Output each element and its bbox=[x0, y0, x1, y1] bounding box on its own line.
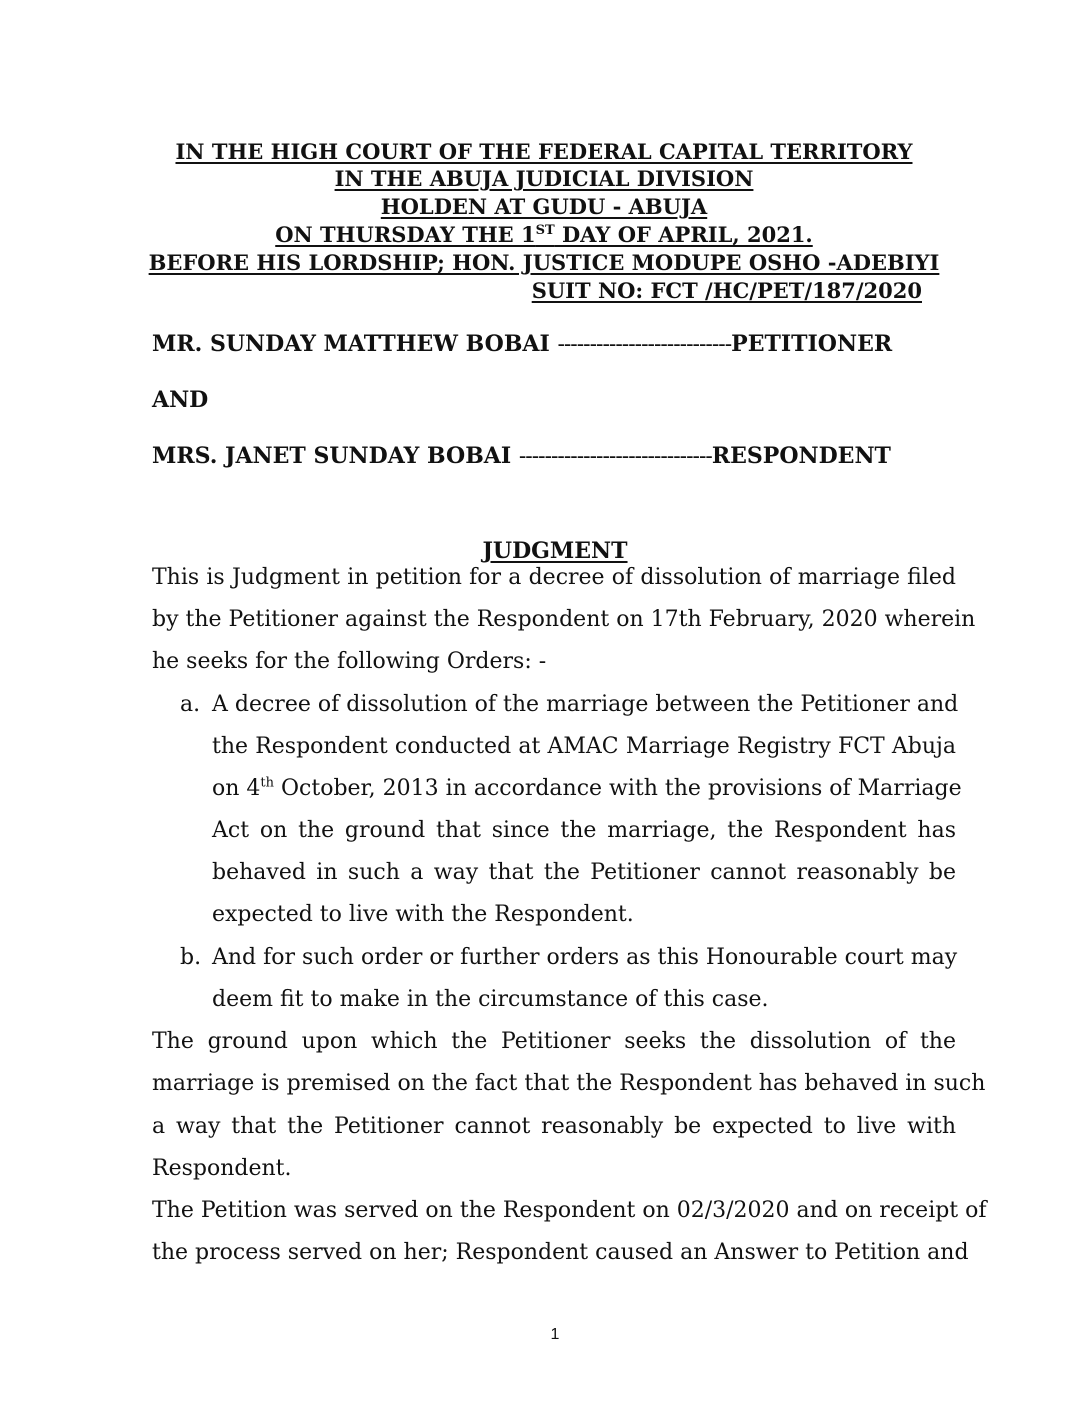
respondent-line bbox=[152, 442, 891, 471]
marriage-date-rest: October, 2013 in accordance with the provisions of Marriage bbox=[281, 776, 962, 801]
court-title: IN THE HIGH COURT OF THE FEDERAL CAPITAL TERRITORY bbox=[175, 139, 913, 164]
hearing-date-ordinal: ST bbox=[535, 223, 555, 238]
respondent-role: RESPONDENT bbox=[711, 443, 891, 469]
paragraph-line: Respondent. bbox=[152, 1156, 292, 1181]
hearing-date-rest: DAY OF APRIL, 2021. bbox=[554, 222, 813, 247]
page-number: 1 bbox=[550, 1326, 560, 1343]
paragraph-line: he seeks for the following Orders: - bbox=[152, 649, 547, 674]
list-item-line: And for such order or further orders as this Honourable court may bbox=[212, 945, 958, 970]
respondent-name: MRS. JANET SUNDAY BOBAI bbox=[152, 443, 519, 469]
list-marker-b: b. bbox=[180, 945, 202, 970]
list-item-line: deem fit to make in the circumstance of this case. bbox=[212, 987, 769, 1012]
hearing-date-text: ON THURSDAY THE 1 bbox=[275, 222, 536, 247]
petitioner-role: PETITIONER bbox=[731, 331, 893, 357]
marriage-date-ordinal: th bbox=[260, 775, 275, 791]
paragraph-line: the process served on her; Respondent caused an Answer to Petition and bbox=[152, 1240, 969, 1265]
suit-number: SUIT NO: FCT /HC/PET/187/2020 bbox=[531, 278, 922, 303]
list-item-line: Act on the ground that since the marriage, the Respondent has bbox=[212, 818, 956, 843]
list-marker-a: a. bbox=[180, 692, 201, 717]
hearing-date bbox=[0, 221, 1088, 248]
marriage-date-day: on 4 bbox=[212, 776, 261, 801]
list-item-line bbox=[212, 775, 962, 803]
paragraph-line: The Petition was served on the Respondent on 02/3/2020 and on receipt of bbox=[152, 1198, 987, 1223]
list-item-line: A decree of dissolution of the marriage between the Petitioner and bbox=[212, 692, 959, 717]
list-item-line: expected to live with the Respondent. bbox=[212, 902, 634, 927]
division-title: IN THE ABUJA JUDICIAL DIVISION bbox=[334, 166, 754, 191]
and-label: AND bbox=[152, 387, 209, 413]
petitioner-line bbox=[152, 330, 892, 359]
respondent-dashes: ------------------------------ bbox=[518, 444, 712, 469]
paragraph-line: a way that the Petitioner cannot reasonably be expected to live with bbox=[152, 1114, 956, 1139]
petitioner-dashes: --------------------------- bbox=[557, 332, 732, 357]
holden-at: HOLDEN AT GUDU - ABUJA bbox=[380, 194, 708, 219]
paragraph-line: by the Petitioner against the Respondent on 17th February, 2020 wherein bbox=[152, 607, 976, 632]
paragraph-line: The ground upon which the Petitioner seeks the dissolution of the bbox=[152, 1029, 956, 1054]
paragraph-line: This is Judgment in petition for a decree of dissolution of marriage filed bbox=[152, 565, 956, 590]
petitioner-name: MR. SUNDAY MATTHEW BOBAI bbox=[152, 331, 558, 357]
paragraph-line: marriage is premised on the fact that the Respondent has behaved in such bbox=[152, 1071, 986, 1096]
list-item-line: behaved in such a way that the Petitioner cannot reasonably be bbox=[212, 860, 956, 885]
judgment-title: JUDGMENT bbox=[482, 538, 628, 564]
judge-line: BEFORE HIS LORDSHIP; HON. JUSTICE MODUPE OSHO -ADEBIYI bbox=[148, 250, 940, 275]
list-item-line: the Respondent conducted at AMAC Marriage Registry FCT Abuja bbox=[212, 734, 956, 759]
